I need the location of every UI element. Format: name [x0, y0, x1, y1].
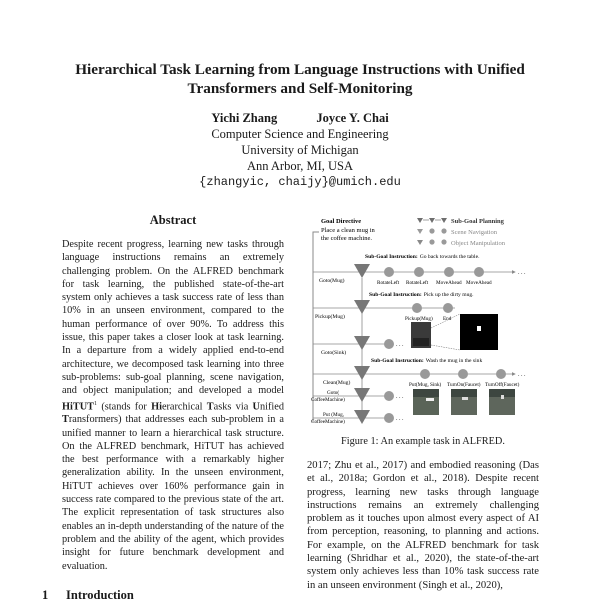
subgoal-instruction-2: Sub-Goal Instruction: Pick up the dirty mug. [369, 292, 474, 298]
action-label: TurnOff(Faucet) [485, 382, 520, 388]
ellipsis: . . . [518, 270, 526, 276]
ellipsis: . . . [518, 372, 526, 378]
author-email: {zhangyic, chaijy}@umich.edu [199, 175, 401, 189]
affiliation-univ: University of Michigan [241, 143, 359, 157]
action-label: Put(Mug, Sink) [409, 382, 442, 388]
ellipsis: . . . [396, 342, 404, 348]
abstract-heading: Abstract [149, 213, 197, 227]
abstract-text-3: ) that addresses each sub-problem in a unified manner to learn a hierarchical task structure. On the ALFRED benchmark, HiTUT has achieved the best performance with a remarkably higher generalization ability. In the unseen environment, HiTUT achieves over 160% performance gain in success rate compared to the previous state of the art. The explicit representation of task structures also enables an in-depth understanding of the nature of the problem and the ability of the agent, which provides insight for future benchmark development and evaluation. [62, 414, 284, 572]
action-label: RotateLeft [377, 280, 400, 286]
section-title: Introduction [66, 588, 134, 602]
action-label: MoveAhead [466, 280, 492, 286]
footnote-mark[interactable]: 1 [94, 400, 98, 407]
subgoal-goto-coffee: Goto( [327, 390, 340, 396]
affiliation-dept: Computer Science and Engineering [211, 127, 389, 141]
mask-image [460, 314, 498, 350]
title-line-2: Transformers and Self-Monitoring [187, 80, 413, 97]
section-number: 1 [42, 588, 49, 602]
subgoal-put-2: CoffeeMachine) [311, 419, 345, 425]
author-2: Joyce Y. Chai [316, 111, 389, 125]
action-label: MoveAhead [436, 280, 462, 286]
ellipsis: . . . [396, 416, 404, 422]
subgoal-put: Put (Mug, [323, 412, 345, 418]
abstract-body [62, 238, 284, 573]
legend [417, 218, 506, 247]
figure-caption: Figure 1: An example task in ALFRED. [341, 436, 505, 447]
action-label: RotateLeft [406, 280, 429, 286]
goal-directive-text-1: Place a clean mug in [321, 227, 375, 234]
legend-scene-navigation: Scene Navigation [451, 229, 498, 236]
title-line-1: Hierarchical Task Learning from Language Instructions with Unified [75, 61, 525, 78]
subgoal-goto-sink: Goto(Sink) [321, 350, 347, 356]
intro-column-2-text: 2017; Zhu et al., 2017) and embodied reasoning (Das et al., 2018a; Gordon et al., 2018). Despite recent progress, learning new tasks through language instructions remains an extremely challenging problem as it touches upon almost every aspect of AI from perception, reasoning, to planning and actions. For example, on the ALFRED benchmark for task learning (Shridhar et al., 2020), the state-of-the-art system only achieves less than 10% task success rate in an unseen environment (Singh et al., 2020), [307, 460, 539, 591]
subgoal-pickup-mug: Pickup(Mug) [315, 314, 345, 320]
author-1: Yichi Zhang [211, 111, 278, 125]
acronym-letter: T [62, 414, 69, 426]
legend-subgoal-planning: Sub-Goal Planning [451, 218, 504, 225]
task-hierarchy-diagram [305, 210, 537, 432]
acronym-rest: ransformers [68, 414, 119, 426]
goal-directive-label: Goal Directive [321, 218, 362, 225]
affiliation-location: Ann Arbor, MI, USA [246, 159, 354, 173]
subgoal-instruction-3: Sub-Goal Instruction: Wash the mug in the sink [371, 358, 483, 364]
subgoal-instruction-1: Sub-Goal Instruction: Go back towards the table. [365, 254, 480, 260]
acronym-rest: asks via [213, 400, 253, 412]
action-label: End [443, 316, 452, 322]
ellipsis: . . . [396, 394, 404, 400]
author-block [0, 110, 600, 190]
acronym-letter: Hi [151, 400, 162, 412]
legend-object-manipulation: Object Manipulation [451, 240, 505, 247]
section-heading-introduction [42, 588, 134, 603]
subgoal-goto-coffee-2: CoffeeMachine) [311, 397, 345, 403]
paper-title [40, 60, 560, 98]
figure-1 [305, 210, 537, 432]
acronym-letter: U [252, 400, 260, 412]
acronym-rest: nified [259, 400, 285, 412]
subgoal-clean-mug: Clean(Mug) [323, 380, 351, 386]
author-names [0, 110, 600, 126]
action-label: TurnOn(Faucet) [447, 382, 481, 388]
action-label: Pickup(Mug) [405, 316, 433, 322]
model-name: HiTUT [62, 400, 95, 412]
abstract-text-1: Despite recent progress, learning new tasks through language instructions remains an extremely challenging problem. On the ALFRED benchmark for task learning, the published state-of-the-art system only achieves a task success rate of less than 10% in an unseen environment, compared to the human performance of over 90%. To address this issue, this paper takes a closer look at task learning. In a departure from a widely applied end-to-end architecture, we decomposed task learning into three sub-problems: sub-goal planning, scene navigation, and object manipulation; and developed a model [62, 239, 284, 397]
acronym-rest: erarchical [161, 400, 207, 412]
goal-directive-text-2: the coffee machine. [321, 235, 372, 242]
subgoal-goto-mug: Goto(Mug) [319, 278, 345, 284]
abstract-text-2: (stands for [97, 400, 152, 412]
acronym-letter: T [206, 400, 214, 412]
